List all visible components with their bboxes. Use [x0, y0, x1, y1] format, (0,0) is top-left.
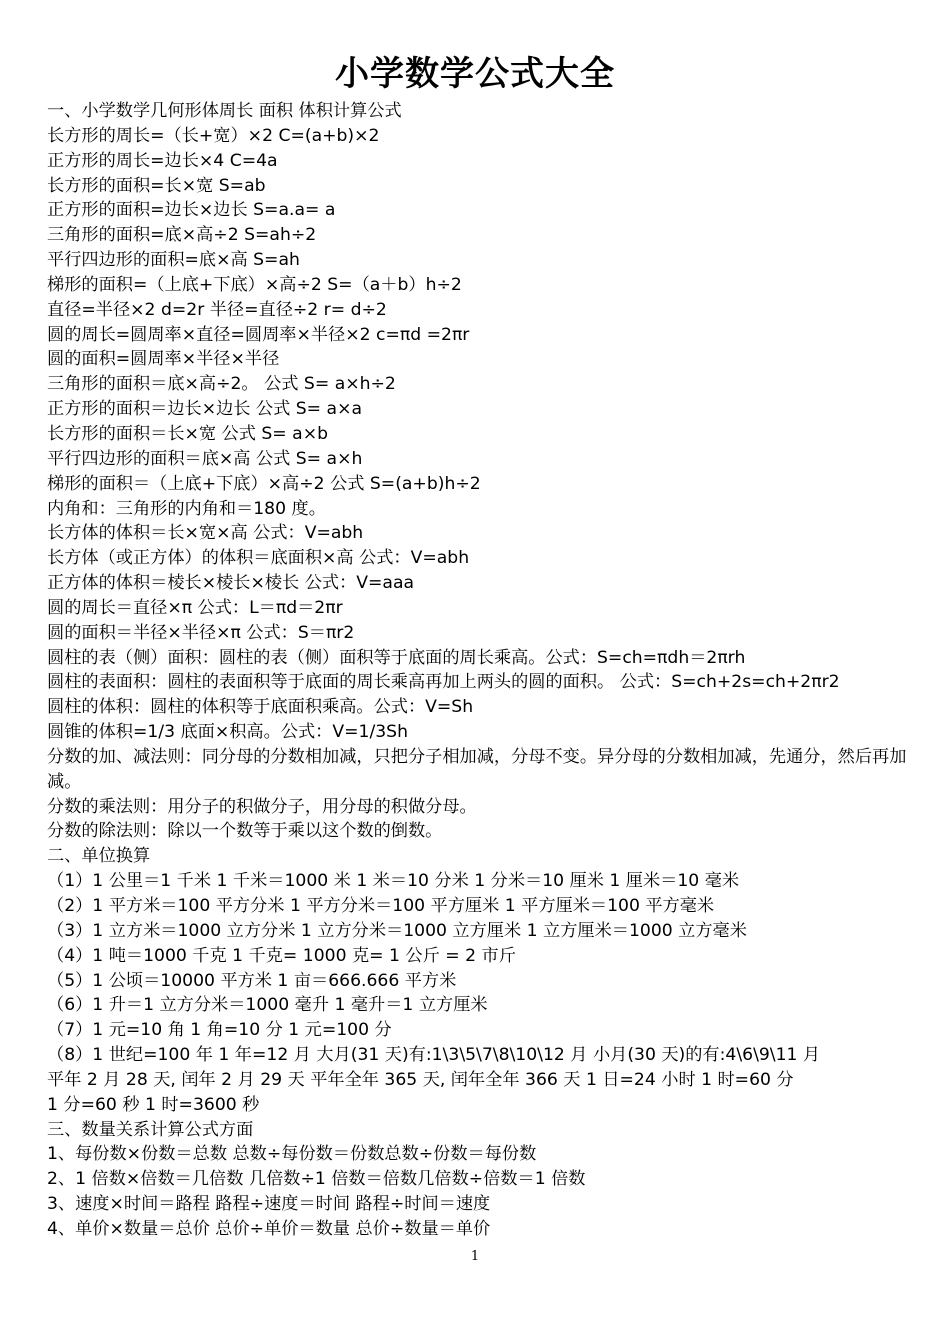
page-number: 1 [470, 1249, 480, 1264]
text-line: 圆柱的表（侧）面积：圆柱的表（侧）面积等于底面的周长乘高。公式：S=ch=πdh＝2πrh [47, 647, 746, 668]
text-line: 三角形的面积＝底×高÷2。 公式 S= a×h÷2 [47, 374, 396, 395]
text-line: 正方体的体积＝棱长×棱长×棱长 公式：V=aaa [47, 573, 415, 594]
text-line: （7）1 元=10 角 1 角=10 分 1 元=100 分 [47, 1020, 392, 1041]
text-line: 长方形的面积＝长×宽 公式 S= a×b [47, 423, 329, 444]
text-line: （6）1 升＝1 立方分米＝1000 毫升 1 毫升＝1 立方厘米 [47, 995, 488, 1016]
text-line: 长方形的周长=（长+宽）×2 C=(a+b)×2 [47, 125, 380, 146]
text-line: （8）1 世纪=100 年 1 年=12 月 大月(31 天)有:1\3\5\7\8\10\12 月 小月(30 天)的有:4\6\9\11 月 [47, 1045, 821, 1066]
text-line: 分数的除法则：除以一个数等于乘以这个数的倒数。 [47, 821, 443, 842]
text-line: 圆锥的体积=1/3 底面×积高。公式：V=1/3Sh [47, 722, 408, 743]
text-line: 长方体的体积＝长×宽×高 公式：V=abh [47, 523, 364, 544]
text-line: 长方形的面积=长×宽 S=ab [47, 175, 266, 196]
text-line: （2）1 平方米＝100 平方分米 1 平方分米＝100 平方厘米 1 平方厘米＝100 平方毫米 [47, 896, 715, 916]
text-line: 梯形的面积＝（上底+下底）×高÷2 公式 S=(a+b)h÷2 [47, 473, 481, 494]
text-line: 4、单价×数量＝总价 总价÷单价＝数量 总价÷数量＝单价 [47, 1218, 491, 1239]
text-line: 正方形的面积＝边长×边长 公式 S= a×a [47, 399, 363, 420]
text-line: 1 分=60 秒 1 时=3600 秒 [47, 1094, 260, 1115]
text-line: 分数的乘法则：用分子的积做分子，用分母的积做分母。 [47, 796, 477, 817]
formula-list [47, 99, 907, 1242]
section-heading-units: 二、单位换算 [47, 846, 151, 867]
text-line: 圆的周长=圆周率×直径=圆周率×半径×2 c=πd =2πr [47, 324, 470, 345]
text-line: 圆的周长＝直径×π 公式：L＝πd＝2πr [47, 597, 343, 618]
text-line: 直径=半径×2 d=2r 半径=直径÷2 r= d÷2 [47, 299, 387, 320]
text-line: 圆柱的体积：圆柱的体积等于底面积乘高。公式：V=Sh [47, 697, 474, 718]
text-line: 三角形的面积=底×高÷2 S=ah÷2 [47, 225, 317, 246]
text-line: （3）1 立方米＝1000 立方分米 1 立方分米＝1000 立方厘米 1 立方厘米＝1000 立方毫米 [47, 920, 747, 941]
text-line: 3、速度×时间＝路程 路程÷速度＝时间 路程÷时间＝速度 [47, 1194, 491, 1215]
text-line: 圆柱的表面积：圆柱的表面积等于底面的周长乘高再加上两头的圆的面积。 公式：S=ch+2s=ch+2πr2 [47, 672, 840, 693]
text-line: 正方形的面积=边长×边长 S=a.a= a [47, 200, 336, 221]
text-line: 2、1 倍数×倍数＝几倍数 几倍数÷1 倍数＝倍数几倍数÷倍数＝1 倍数 [47, 1169, 586, 1190]
text-line: 长方体（或正方体）的体积＝底面积×高 公式：V=abh [47, 548, 470, 569]
text-line: 平行四边形的面积＝底×高 公式 S= a×h [47, 448, 363, 469]
text-line: （5）1 公顷＝10000 平方米 1 亩＝666.666 平方米 [47, 970, 457, 991]
section-heading-geometry: 一、小学数学几何形体周长 面积 体积计算公式 [47, 101, 402, 121]
text-line: 内角和：三角形的内角和＝180 度。 [47, 498, 326, 519]
text-line: 1、每份数×份数＝总数 总数÷每份数＝份数总数÷份数＝每份数 [47, 1144, 537, 1165]
text-line: 圆的面积=圆周率×半径×半径 [47, 349, 280, 370]
text-line: （1）1 公里＝1 千米 1 千米＝1000 米 1 米＝10 分米 1 分米＝10 厘米 1 厘米＝10 毫米 [47, 871, 740, 892]
text-paragraph-fraction-add: 分数的加、减法则：同分母的分数相加减，只把分子相加减，分母不变。异分母的分数相加减，先通分，然后再加减。 [47, 746, 907, 792]
text-line: 平行四边形的面积=底×高 S=ah [47, 250, 300, 271]
text-line: 圆的面积＝半径×半径×π 公式：S＝πr2 [47, 622, 355, 643]
text-line: （4）1 吨＝1000 千克 1 千克= 1000 克= 1 公斤 = 2 市斤 [47, 945, 516, 966]
document-title: 小学数学公式大全 [335, 54, 615, 94]
text-line: 梯形的面积=（上底+下底）×高÷2 S=（a＋b）h÷2 [47, 274, 462, 295]
section-heading-relations: 三、数量关系计算公式方面 [47, 1119, 254, 1140]
text-line: 正方形的周长=边长×4 C=4a [47, 150, 278, 171]
text-line: 平年 2 月 28 天, 闰年 2 月 29 天 平年全年 365 天, 闰年全年 366 天 1 日=24 小时 1 时=60 分 [47, 1069, 794, 1090]
